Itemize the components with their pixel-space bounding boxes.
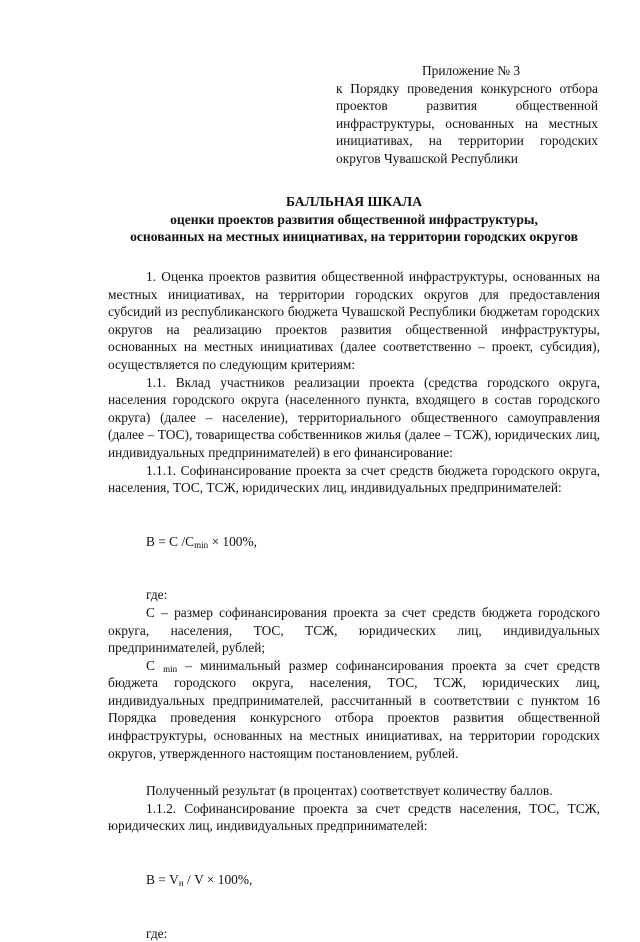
paragraph-1-1: 1.1. Вклад участников реализации проекта (средства городского округа, населения городского округа (населенного пункта, входящего в состав городского округа) (далее – население), территориального общественного самоуправления (далее – ТОС), товарищества собственников жилья (далее – ТСЖ), юридических лиц, индивидуальных предпринимателей) в его финансирование: (108, 374, 600, 460)
formula-1 (108, 533, 600, 551)
formula-1-right: × 100%, (208, 533, 257, 549)
definition-cmin-symbol: С (146, 657, 155, 673)
result-note: Полученный результат (в процентах) соответствует количеству баллов. (146, 783, 553, 799)
document-body (108, 268, 600, 942)
annex-block (336, 62, 598, 168)
formula-2-left: В = V (146, 872, 179, 888)
formula-2-right: / V × 100%, (183, 872, 253, 888)
formula-2-subscript: н (178, 878, 184, 889)
formula-2 (108, 871, 600, 889)
definition-c-symbol: С (146, 604, 155, 620)
paragraph-1-1-2: 1.1.2. Софинансирование проекта за счет средств населения, ТОС, ТСЖ, юридических лиц, индивидуальных предпринимателей: (108, 800, 600, 834)
paragraph-1: 1. Оценка проектов развития общественной инфраструктуры, основанных на местных инициативах, на территории городских округов для предоставления субсидий из республиканского бюджета Чувашской Республики бюджетам городских округов на реализацию проектов развития общественной инфраструктуры, основанных на местных инициативах (далее соответственно – проект, субсидия), осуществляется по следующим критериям: (108, 269, 600, 372)
definition-cmin-subscript: min (163, 663, 178, 674)
paragraph-1-1-1: 1.1.1. Софинансирование проекта за счет средств бюджета городского округа, населения, ТОС, ТСЖ, юридических лиц, индивидуальных предпринимателей: (108, 462, 600, 496)
document-heading (104, 193, 604, 246)
heading-line-1: БАЛЛЬНАЯ ШКАЛА (285, 194, 423, 209)
definition-cmin-text: – минимальный размер софинансирования проекта за счет средств бюджета городского округа, населения, ТОС, ТСЖ, юридических лиц, индивидуальных предпринимателей, рассчитанный в соответствии с пунктом 16 Порядка проведения конкурсного отбора проектов развития общественной инфраструктуры, основанных на местных инициативах, на территории городских округов, утвержденного настоящим постановлением, рублей. (108, 657, 600, 761)
where-label-1: где: (146, 587, 168, 603)
annex-title: Приложение № 3 (422, 63, 521, 78)
definition-c (108, 604, 600, 657)
formula-1-left: В = С /С (146, 533, 195, 549)
heading-line-2: оценки проектов развития общественной инфраструктуры, (170, 211, 538, 227)
heading-line-3: основанных на местных инициативах, на территории городских округов (130, 229, 578, 245)
definition-c-text: – размер софинансирования проекта за счет средств бюджета городского округа, населения, ТОС, ТСЖ, юридических лиц, индивидуальных предпринимателей, рублей; (108, 604, 600, 656)
formula-1-subscript: min (194, 539, 209, 550)
annex-reference: к Порядку проведения конкурсного отбора проектов развития общественной инфраструктуры, основанных на местных инициативах, на территории городских округов Чувашской Республики (336, 80, 598, 166)
definition-cmin (108, 657, 600, 763)
where-label-2: где: (146, 925, 168, 941)
